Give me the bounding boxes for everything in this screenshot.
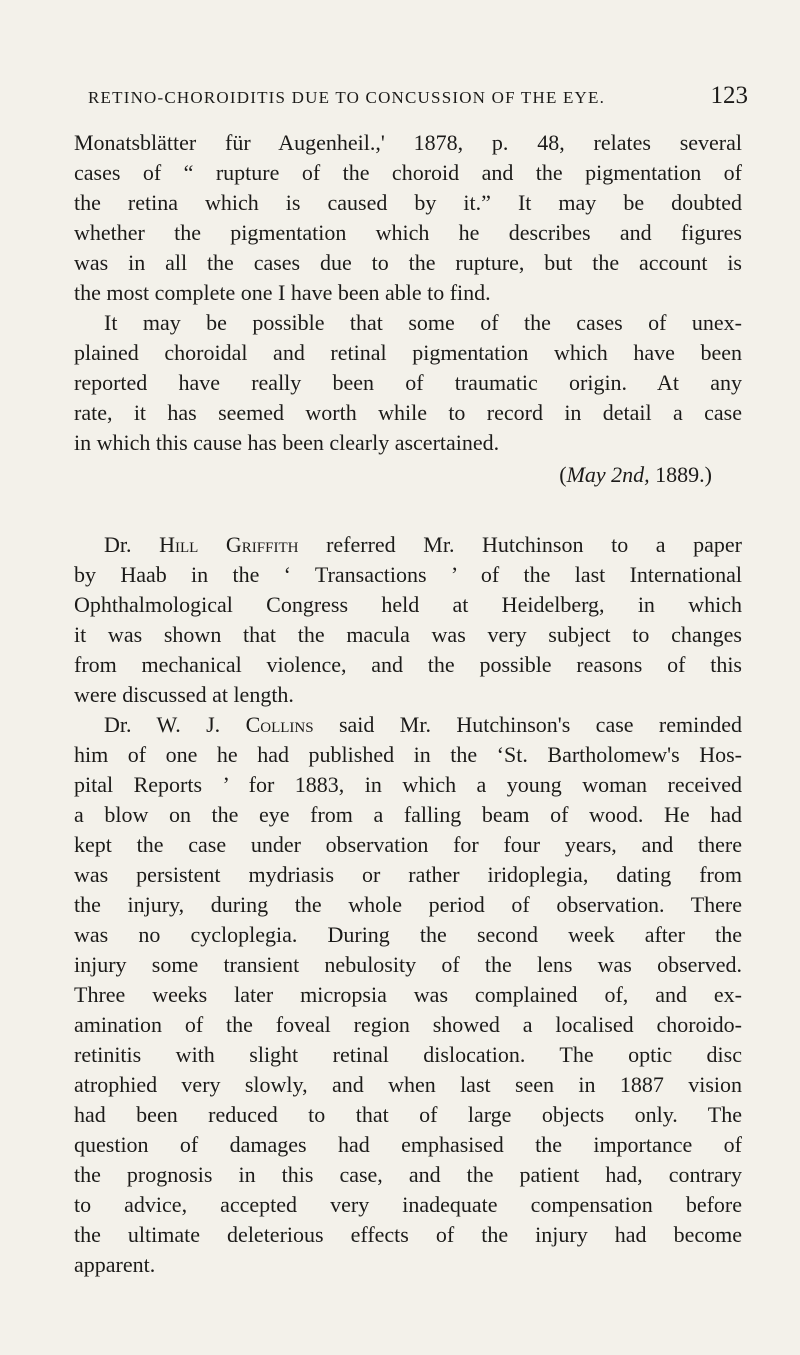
text-line: had been reduced to that of large objects only. The [74,1102,742,1127]
text-line: Ophthalmological Congress held at Heidelberg, in which [74,592,742,617]
text-line: rate, it has seemed worth while to record in detail a case [74,400,742,425]
text-line: by Haab in the ‘ Transactions ’ of the last International [74,562,742,587]
signature-year: 1889.) [655,462,712,487]
text-line: was persistent mydriasis or rather iridoplegia, dating from [74,862,742,887]
speaker-name: Hill Griffith [159,532,299,557]
text-line: It may be possible that some of the cases of unex- [104,310,742,335]
collins-first-line: Dr. W. J. Collins said Mr. Hutchinson's case reminded [104,712,742,737]
text-line: were discussed at length. [74,682,294,707]
text-line: amination of the foveal region showed a localised choroido- [74,1012,742,1037]
text-line: reported have really been of traumatic origin. At any [74,370,742,395]
text-line: pital Reports ’ for 1883, in which a young woman received [74,772,742,797]
text-line: kept the case under observation for four years, and there [74,832,742,857]
text-line: the prognosis in this case, and the patient had, contrary [74,1162,742,1187]
page-header [88,82,748,110]
text-line: injury some transient nebulosity of the lens was observed. [74,952,742,977]
text-line: from mechanical violence, and the possible reasons of this [74,652,742,677]
speaker-name: Collins [245,712,314,737]
text-line: cases of “ rupture of the choroid and the pigmentation of [74,160,742,185]
text-line: apparent. [74,1252,156,1277]
text-line: the ultimate deleterious effects of the injury had become [74,1222,742,1247]
text-line: was in all the cases due to the rupture, but the account is [74,250,742,275]
text-line: atrophied very slowly, and when last seen in 1887 vision [74,1072,742,1097]
text-line: a blow on the eye from a falling beam of wood. He had [74,802,742,827]
text-line: was no cycloplegia. During the second week after the [74,922,742,947]
text-line: whether the pigmentation which he describes and figures [74,220,742,245]
text-line: plained choroidal and retinal pigmentation which have been [74,340,742,365]
running-head: RETINO-CHOROIDITIS DUE TO CONCUSSION OF THE EYE. [88,88,606,107]
text-line: the retina which is caused by it.” It may be doubted [74,190,742,215]
text-line: to advice, accepted very inadequate compensation before [74,1192,742,1217]
text-line: the most complete one I have been able to find. [74,280,491,305]
page-number: 123 [710,82,748,109]
date-signature: (May 2nd, 1889.) [559,462,712,487]
text-line: it was shown that the macula was very subject to changes [74,622,742,647]
text-line: question of damages had emphasised the importance of [74,1132,742,1157]
text-line: in which this cause has been clearly ascertained. [74,430,500,455]
text-line: Monatsblätter für Augenheil.,' 1878, p. 48, relates several [74,130,742,155]
griffith-first-line: Dr. Hill Griffith referred Mr. Hutchinson to a paper [104,532,743,557]
text-line: retinitis with slight retinal dislocation. The optic disc [74,1042,742,1067]
text-line: Three weeks later micropsia was complained of, and ex- [74,982,742,1007]
text-line: him of one he had published in the ‘St. Bartholomew's Hos- [74,742,742,767]
text-line: the injury, during the whole period of observation. There [74,892,742,917]
signature-date: May 2nd, [566,462,650,487]
